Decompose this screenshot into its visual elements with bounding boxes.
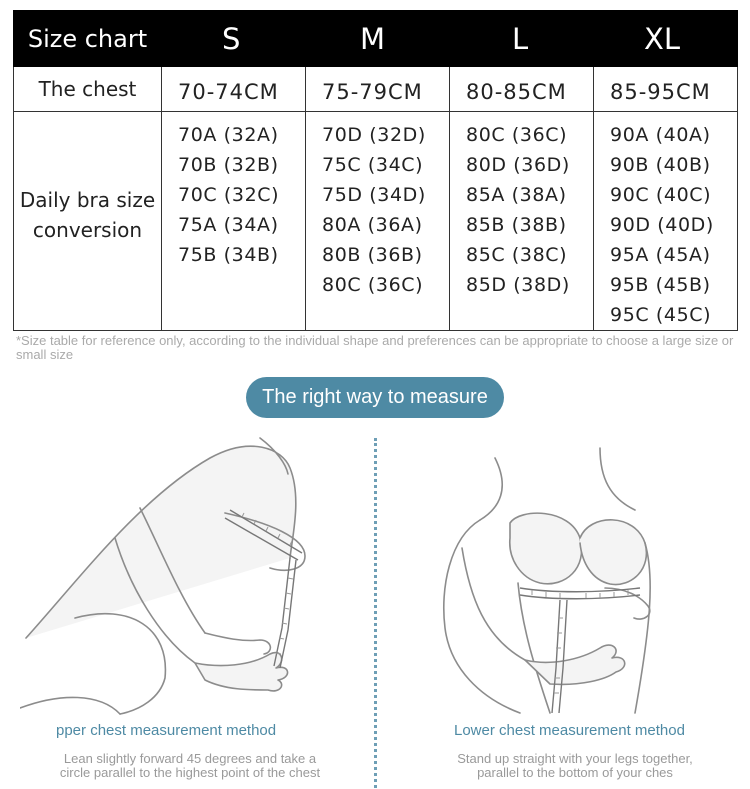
bra-size-item: 85C (38C) bbox=[466, 244, 568, 266]
size-chart-label: Size chart bbox=[14, 11, 162, 67]
upper-method-desc-line1: Lean slightly forward 45 degrees and take a bbox=[63, 751, 317, 766]
upper-method-desc bbox=[30, 752, 350, 780]
bra-size-item: 70D (32D) bbox=[322, 124, 426, 146]
size-header-row bbox=[14, 11, 738, 67]
bra-size-item: 75A (34A) bbox=[178, 214, 279, 236]
bra-sizes-s bbox=[162, 112, 306, 331]
bra-size-label-line2: conversion bbox=[32, 218, 143, 242]
bra-size-item: 85D (38D) bbox=[466, 274, 570, 296]
bra-size-item: 80C (36C) bbox=[466, 124, 568, 146]
bra-sizes-xl bbox=[594, 112, 738, 331]
lower-method-desc-line2: parallel to the bottom of your ches bbox=[477, 765, 673, 780]
bra-size-item: 80C (36C) bbox=[322, 274, 424, 296]
upper-method-title: pper chest measurement method bbox=[56, 722, 277, 739]
bra-size-item: 95A (45A) bbox=[610, 244, 711, 266]
lower-method-desc bbox=[420, 752, 730, 780]
chest-value-s: 70-74CM bbox=[162, 67, 306, 112]
bra-size-item: 85B (38B) bbox=[466, 214, 567, 236]
bra-size-item: 85A (38A) bbox=[466, 184, 567, 206]
bra-size-item: 90D (40D) bbox=[610, 214, 714, 236]
measure-heading: The right way to measure bbox=[262, 386, 488, 408]
chest-row bbox=[14, 67, 738, 112]
bra-size-item: 90C (40C) bbox=[610, 184, 712, 206]
bra-size-item: 95B (45B) bbox=[610, 274, 711, 296]
size-footnote: *Size table for reference only, according to the individual shape and preferences can be appropriate to choose a large size or small size bbox=[16, 333, 734, 362]
bra-size-item: 80B (36B) bbox=[322, 244, 423, 266]
chest-label: The chest bbox=[14, 67, 162, 112]
bra-size-label-line1: Daily bra size bbox=[19, 188, 156, 212]
bra-size-item: 80D (36D) bbox=[466, 154, 570, 176]
bra-size-item: 90A (40A) bbox=[610, 124, 711, 146]
lower-method-title: Lower chest measurement method bbox=[454, 722, 685, 739]
size-s-header: S bbox=[162, 11, 306, 67]
bra-size-row bbox=[14, 112, 738, 331]
size-xl-header: XL bbox=[594, 11, 738, 67]
bra-sizes-l bbox=[450, 112, 594, 331]
chest-value-xl: 85-95CM bbox=[594, 67, 738, 112]
measure-heading-pill bbox=[246, 377, 504, 418]
bra-size-item: 70C (32C) bbox=[178, 184, 280, 206]
bra-size-item: 75C (34C) bbox=[322, 154, 424, 176]
upper-chest-illustration bbox=[20, 428, 350, 718]
bra-size-item: 80A (36A) bbox=[322, 214, 423, 236]
bra-size-item: 95C (45C) bbox=[610, 304, 712, 326]
size-chart-table bbox=[13, 10, 738, 331]
bra-size-item: 75D (34D) bbox=[322, 184, 426, 206]
size-m-header: M bbox=[306, 11, 450, 67]
bra-size-item: 70A (32A) bbox=[178, 124, 279, 146]
dotted-divider bbox=[374, 438, 377, 788]
bra-sizes-m bbox=[306, 112, 450, 331]
bra-size-item: 90B (40B) bbox=[610, 154, 711, 176]
bra-size-item: 70B (32B) bbox=[178, 154, 279, 176]
lower-chest-illustration bbox=[400, 428, 730, 718]
upper-method-desc-line2: circle parallel to the highest point of the chest bbox=[59, 765, 321, 780]
lower-method-desc-line1: Stand up straight with your legs together, bbox=[457, 751, 693, 766]
chest-value-l: 80-85CM bbox=[450, 67, 594, 112]
size-l-header: L bbox=[450, 11, 594, 67]
bra-size-item: 75B (34B) bbox=[178, 244, 279, 266]
bra-size-label bbox=[14, 112, 162, 331]
chest-value-m: 75-79CM bbox=[306, 67, 450, 112]
